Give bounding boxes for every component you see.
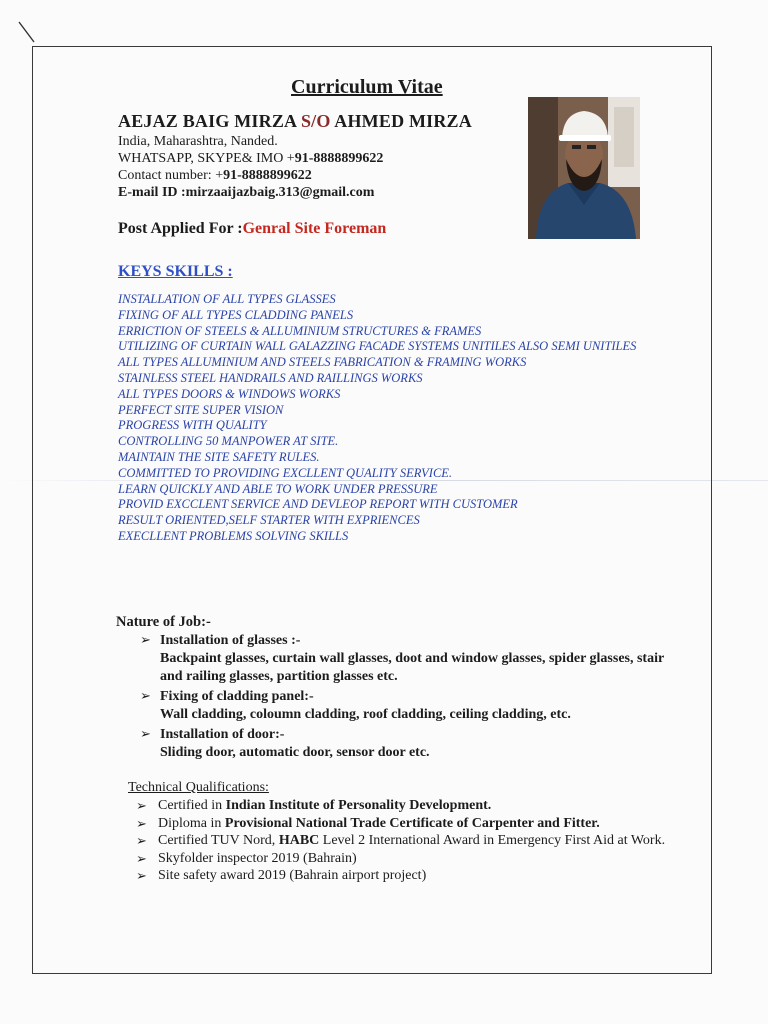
skill-item: INSTALLATION OF ALL TYPES GLASSES [118, 292, 336, 306]
skill-item: ALL TYPES DOORS & WINDOWS WORKS [118, 386, 341, 401]
arrow-bullet-icon: ➢ [140, 726, 151, 741]
contact-line [118, 168, 312, 184]
arrow-bullet-icon: ➢ [140, 632, 151, 647]
skill-item: MAINTAIN THE SITE SAFETY RULES. [118, 449, 320, 464]
pen-mark [18, 20, 38, 44]
name-so: S/O [300, 111, 331, 131]
contact-number: 91-8888899622 [223, 168, 312, 183]
nature-item-title: Installation of door:- [160, 727, 285, 742]
technical-heading: Technical Qualifications: [128, 780, 269, 795]
skills-heading: KEYS SKILLS : [118, 263, 233, 280]
technical-item-text: Certified TUV Nord, [158, 833, 279, 849]
skill-item: PROGRESS WITH QUALITY [118, 418, 267, 433]
arrow-bullet-icon: ➢ [136, 833, 147, 849]
nature-item-desc: Backpaint glasses, curtain wall glasses, doot and window glasses, spider glasses, stair and railing glasses, partition glasses etc. [160, 651, 664, 684]
nature-item-title: Installation of glasses :- [160, 633, 301, 648]
name-second-part: AHMED MIRZA [330, 111, 472, 131]
skill-item: LEARN QUICKLY AND ABLE TO WORK UNDER PRESSURE [118, 481, 438, 496]
nature-item [140, 688, 685, 724]
skill-item: RESULT ORIENTED,SELF STARTER WITH EXPRIENCES [118, 513, 420, 528]
nature-item-desc: Wall cladding, coloumn cladding, roof cladding, ceiling cladding, etc. [160, 707, 571, 722]
technical-item-highlight: Provisional National Trade Certificate of Carpenter and Fitter. [224, 815, 600, 831]
location: India, Maharashtra, Nanded. [118, 134, 278, 149]
profile-photo [528, 97, 640, 239]
post-applied [118, 220, 386, 238]
technical-item [136, 867, 681, 885]
arrow-bullet-icon: ➢ [136, 850, 147, 866]
arrow-bullet-icon: ➢ [140, 688, 151, 703]
email-label: E-mail ID : [118, 185, 186, 200]
whatsapp-line [118, 151, 383, 167]
technical-item-text: Certified in [158, 798, 226, 813]
technical-list [136, 797, 681, 885]
nature-item-title: Fixing of cladding panel:- [160, 689, 314, 704]
arrow-bullet-icon: ➢ [136, 798, 147, 813]
nature-item-desc: Sliding door, automatic door, sensor door etc. [160, 745, 430, 760]
skill-item: COMMITTED TO PROVIDING EXCLLENT QUALITY SERVICE. [118, 465, 453, 480]
technical-item-text: Site safety award 2019 (Bahrain airport project) [158, 868, 427, 884]
document-title: Curriculum Vitae [291, 76, 443, 98]
technical-item [136, 797, 681, 815]
technical-item-text-tail: Level 2 International Award in Emergency First Aid at Work. [319, 833, 666, 849]
arrow-bullet-icon: ➢ [136, 868, 147, 884]
skill-item: ALL TYPES ALLUMINIUM AND STEELS FABRICATION & FRAMING WORKS [118, 355, 527, 370]
candidate-name [118, 111, 472, 132]
arrow-bullet-icon: ➢ [136, 815, 147, 831]
post-label: Post Applied For : [118, 220, 243, 237]
whatsapp-number: 91-8888899622 [294, 151, 384, 166]
nature-item [140, 632, 685, 686]
skill-item: CONTROLLING 50 MANPOWER AT SITE. [118, 434, 339, 449]
technical-item [136, 832, 681, 850]
technical-item-text: Skyfolder inspector 2019 (Bahrain) [158, 850, 357, 866]
skill-item: UTILIZING OF CURTAIN WALL GALAZZING FACADE SYSTEMS UNITILES ALSO SEMI UNITILES [118, 339, 637, 354]
skill-item: STAINLESS STEEL HANDRAILS AND RAILLINGS WORKS [118, 370, 423, 385]
post-value: Genral Site Foreman [242, 220, 387, 237]
nature-list [140, 632, 685, 764]
skill-item: PROVID EXCCLENT SERVICE AND DEVLEOP REPORT WITH CUSTOMER [118, 497, 518, 512]
nature-heading: Nature of Job:- [116, 614, 211, 630]
profile-photo-image [528, 97, 640, 239]
email-line [118, 185, 374, 201]
name-first-part: AEJAZ BAIG MIRZA [118, 111, 301, 131]
skill-item: EXECLLENT PROBLEMS SOLVING SKILLS [118, 528, 349, 543]
whatsapp-label: WHATSAPP, SKYPE& IMO + [118, 151, 295, 166]
skills-list [118, 292, 678, 545]
technical-item-text: Diploma in [158, 815, 225, 831]
technical-item-highlight: HABC [278, 833, 320, 849]
technical-item [136, 815, 681, 833]
email-value: mirzaaijazbaig.313@gmail.com [185, 185, 375, 200]
nature-item [140, 726, 685, 762]
technical-item-highlight: Indian Institute of Personality Development. [225, 798, 492, 813]
skill-item: FIXING OF ALL TYPES CLADDING PANELS [118, 307, 354, 322]
skill-item: PERFECT SITE SUPER VISION [118, 402, 284, 417]
technical-item [136, 850, 681, 868]
contact-label: Contact number: + [118, 168, 224, 183]
skill-item: ERRICTION OF STEELS & ALLUMINIUM STRUCTURES & FRAMES [118, 323, 482, 338]
